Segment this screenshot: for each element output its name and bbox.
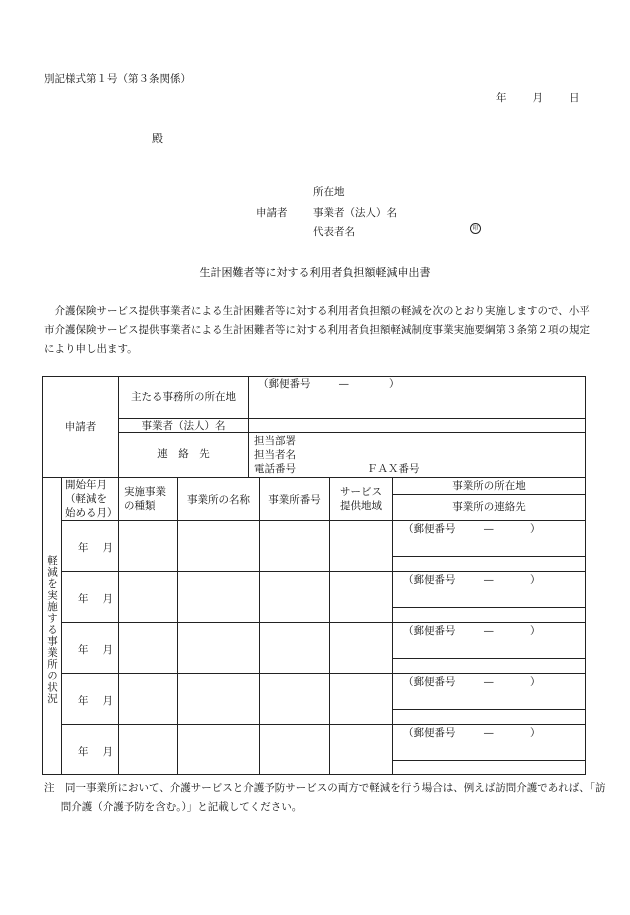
date-day-label: 日 xyxy=(569,92,580,104)
fax-label: ＦＡＸ番号 xyxy=(367,463,420,475)
date-year-label: 年 xyxy=(496,92,507,104)
row-start-month: 年 月 xyxy=(78,746,113,758)
row-start-month: 年 月 xyxy=(78,542,113,554)
person-label: 担当者名 xyxy=(254,449,296,461)
form-number: 別記様式第１号（第３条関係） xyxy=(44,73,191,85)
row-start-month: 年 月 xyxy=(78,644,113,656)
row-postal-code: （郵便番号 — ） xyxy=(403,625,541,637)
applicant-location-label: 所在地 xyxy=(313,186,345,198)
seal-icon: 印 xyxy=(470,223,481,234)
col-type-header: 実施事業 の種類 xyxy=(124,486,166,512)
contact-label: 連 絡 先 xyxy=(157,448,210,460)
table-applicant-label: 申請者 xyxy=(64,421,97,433)
intro-paragraph: 介護保険サービス提供事業者による生計困難者等に対する利用者負担額の軽減を次のとおり実施しますので、小平市介護保険サービス提供事業者による生計困難者等に対する利用者負担額軽減制度事業実施要綱第３条第２項の規定により申し出ます。 xyxy=(44,305,590,355)
main-office-postal-code: （郵便番号 — ） xyxy=(258,378,400,390)
row-postal-code: （郵便番号 — ） xyxy=(403,574,541,586)
date-month-label: 月 xyxy=(532,92,543,104)
col-contact-header: 事業所の連絡先 xyxy=(452,501,526,513)
business-name-label: 事業者（法人）名 xyxy=(141,420,226,432)
col-name-header: 事業所の名称 xyxy=(187,494,250,506)
note-paragraph: 注 同一事業所において、介護サービスと介護予防サービスの両方で軽減を行う場合は、例えば訪問介護であれば、「訪問介護（介護予防を含む。）」と記載してください。 xyxy=(44,782,606,813)
row-start-month: 年 月 xyxy=(78,695,113,707)
row-start-month: 年 月 xyxy=(78,593,113,605)
col-start-header: 開始年月 （軽減を 始める月） xyxy=(65,479,118,519)
col-area-header: サービス 提供地域 xyxy=(340,486,382,512)
postal-code-label: （郵便番号 xyxy=(258,378,311,390)
addressee-suffix: 殿 xyxy=(152,132,163,145)
row-postal-code: （郵便番号 — ） xyxy=(403,523,541,535)
col-number-header: 事業所番号 xyxy=(268,494,321,506)
document-title: 生計困難者等に対する利用者負担額軽減申出書 xyxy=(199,266,431,279)
row-postal-code: （郵便番号 — ） xyxy=(403,676,541,688)
applicant-label: 申請者 xyxy=(256,207,288,219)
status-vertical-label: 軽減を実施する事業所の状況 xyxy=(46,555,58,705)
phone-label: 電話番号 xyxy=(254,463,296,475)
department-label: 担当部署 xyxy=(254,435,296,447)
main-office-location-label: 主たる事務所の所在地 xyxy=(131,391,236,403)
row-postal-code: （郵便番号 — ） xyxy=(403,727,541,739)
applicant-business-name-label: 事業者（法人）名 xyxy=(313,207,397,219)
applicant-representative-label: 代表者名 xyxy=(313,226,355,238)
col-location-header: 事業所の所在地 xyxy=(452,480,526,492)
